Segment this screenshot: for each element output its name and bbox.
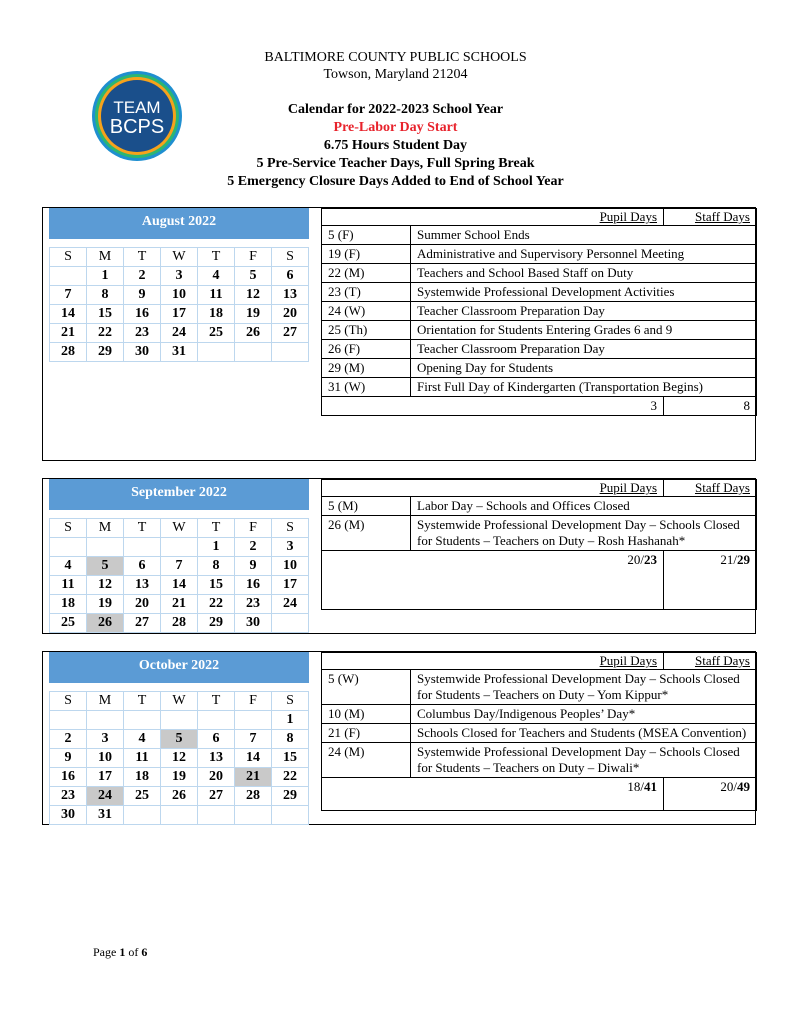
calendar-day: 24 bbox=[87, 787, 124, 806]
weekday-label: M bbox=[87, 519, 124, 538]
calendar-day: 17 bbox=[87, 768, 124, 787]
event-description: First Full Day of Kindergarten (Transportation Begins) bbox=[411, 378, 757, 397]
calendar-day bbox=[50, 538, 87, 557]
event-row bbox=[322, 245, 757, 264]
calendar-day bbox=[161, 806, 198, 825]
weekday-label: M bbox=[87, 692, 124, 711]
event-date: 19 (F) bbox=[322, 245, 411, 264]
staff-days-header: Staff Days bbox=[694, 209, 750, 224]
event-date: 23 (T) bbox=[322, 283, 411, 302]
calendar-day: 28 bbox=[50, 343, 87, 362]
calendar-day: 30 bbox=[124, 343, 161, 362]
header-line-4: 5 Pre-Service Teacher Days, Full Spring Break bbox=[256, 156, 535, 171]
calendar-day: 28 bbox=[235, 787, 272, 806]
calendar-day: 30 bbox=[235, 614, 272, 633]
calendar-day: 12 bbox=[161, 749, 198, 768]
calendar-day: 15 bbox=[272, 749, 309, 768]
event-row bbox=[322, 743, 757, 778]
calendar-day: 25 bbox=[124, 787, 161, 806]
calendar-day: 22 bbox=[87, 324, 124, 343]
weekday-label: S bbox=[50, 519, 87, 538]
calendar-day: 4 bbox=[198, 267, 235, 286]
calendar-day: 16 bbox=[50, 768, 87, 787]
weekday-label: F bbox=[235, 692, 272, 711]
event-description: Orientation for Students Entering Grades 6 and 9 bbox=[411, 321, 757, 340]
day-grid bbox=[49, 518, 309, 633]
calendar-day: 17 bbox=[161, 305, 198, 324]
weekday-label: S bbox=[272, 519, 309, 538]
calendar-day: 27 bbox=[124, 614, 161, 633]
calendar-day bbox=[235, 711, 272, 730]
pupil-days-header: Pupil Days bbox=[599, 480, 657, 495]
header-line-5: 5 Emergency Closure Days Added to End of School Year bbox=[227, 174, 564, 189]
calendar-day: 24 bbox=[161, 324, 198, 343]
month-section bbox=[42, 651, 756, 825]
footer-page-total: 6 bbox=[141, 945, 148, 959]
calendar-day: 1 bbox=[198, 538, 235, 557]
day-grid bbox=[49, 247, 309, 362]
calendar-day: 21 bbox=[235, 768, 272, 787]
calendar-day: 2 bbox=[235, 538, 272, 557]
calendar-day: 2 bbox=[50, 730, 87, 749]
calendar-day: 25 bbox=[50, 614, 87, 633]
calendar-day: 4 bbox=[124, 730, 161, 749]
org-name: BALTIMORE COUNTY PUBLIC SCHOOLS bbox=[264, 50, 527, 65]
events-table bbox=[321, 479, 757, 610]
event-description: Teacher Classroom Preparation Day bbox=[411, 302, 757, 321]
event-date: 25 (Th) bbox=[322, 321, 411, 340]
calendar-day: 20 bbox=[124, 595, 161, 614]
calendar-day bbox=[50, 711, 87, 730]
event-description: Teachers and School Based Staff on Duty bbox=[411, 264, 757, 283]
calendar-day bbox=[272, 614, 309, 633]
month-title: October 2022 bbox=[49, 652, 309, 683]
event-row bbox=[322, 283, 757, 302]
event-date: 5 (W) bbox=[322, 670, 411, 705]
calendar-day: 14 bbox=[235, 749, 272, 768]
calendar-day: 7 bbox=[235, 730, 272, 749]
event-date: 31 (W) bbox=[322, 378, 411, 397]
event-row bbox=[322, 359, 757, 378]
calendar-day bbox=[87, 538, 124, 557]
pupil-days-total: 20/23 bbox=[322, 551, 664, 610]
weekday-label: T bbox=[198, 692, 235, 711]
calendar-day: 29 bbox=[272, 787, 309, 806]
events-table bbox=[321, 208, 757, 416]
calendar-day bbox=[161, 711, 198, 730]
calendar-day: 18 bbox=[50, 595, 87, 614]
weekday-label: T bbox=[198, 519, 235, 538]
pupil-days-header: Pupil Days bbox=[599, 653, 657, 668]
calendar-day: 11 bbox=[124, 749, 161, 768]
event-date: 29 (M) bbox=[322, 359, 411, 378]
event-row bbox=[322, 670, 757, 705]
month-section bbox=[42, 207, 756, 461]
staff-days-total: 20/49 bbox=[664, 778, 757, 811]
calendar-day: 19 bbox=[235, 305, 272, 324]
calendar-day bbox=[87, 711, 124, 730]
calendar-day: 3 bbox=[272, 538, 309, 557]
event-date: 10 (M) bbox=[322, 705, 411, 724]
calendar-subtitle: Pre-Labor Day Start bbox=[333, 120, 458, 135]
logo-line1: TEAM bbox=[113, 98, 161, 117]
calendar-day: 14 bbox=[50, 305, 87, 324]
event-description: Summer School Ends bbox=[411, 226, 757, 245]
calendar-day: 20 bbox=[198, 768, 235, 787]
staff-days-total: 8 bbox=[664, 397, 757, 416]
event-row bbox=[322, 705, 757, 724]
day-grid bbox=[49, 691, 309, 825]
weekday-label: T bbox=[198, 248, 235, 267]
calendar-day: 21 bbox=[50, 324, 87, 343]
calendar-day: 11 bbox=[50, 576, 87, 595]
events-table bbox=[321, 652, 757, 811]
calendar-day: 31 bbox=[87, 806, 124, 825]
event-row bbox=[322, 340, 757, 359]
weekday-label: S bbox=[50, 248, 87, 267]
calendar-day: 8 bbox=[198, 557, 235, 576]
calendar-day: 26 bbox=[161, 787, 198, 806]
calendar-day: 27 bbox=[272, 324, 309, 343]
calendar-day: 6 bbox=[198, 730, 235, 749]
logo-line2: BCPS bbox=[109, 116, 165, 138]
calendar-day: 8 bbox=[272, 730, 309, 749]
staff-days-header: Staff Days bbox=[694, 653, 750, 668]
calendar-day: 23 bbox=[50, 787, 87, 806]
weekday-label: W bbox=[161, 692, 198, 711]
calendar-day: 24 bbox=[272, 595, 309, 614]
event-description: Columbus Day/Indigenous Peoples’ Day* bbox=[411, 705, 757, 724]
weekday-label: W bbox=[161, 248, 198, 267]
calendar-day: 12 bbox=[87, 576, 124, 595]
weekday-label: T bbox=[124, 248, 161, 267]
calendar-day: 21 bbox=[161, 595, 198, 614]
calendar-day: 13 bbox=[272, 286, 309, 305]
event-row bbox=[322, 321, 757, 340]
weekday-label: S bbox=[50, 692, 87, 711]
calendar-day: 2 bbox=[124, 267, 161, 286]
weekday-label: T bbox=[124, 692, 161, 711]
calendar-day: 15 bbox=[87, 305, 124, 324]
calendar-day: 12 bbox=[235, 286, 272, 305]
header-line-3: 6.75 Hours Student Day bbox=[323, 138, 468, 153]
calendar-day: 23 bbox=[124, 324, 161, 343]
event-row bbox=[322, 302, 757, 321]
calendar-title: Calendar for 2022-2023 School Year bbox=[287, 102, 504, 117]
calendar-day: 1 bbox=[272, 711, 309, 730]
calendar-day: 29 bbox=[198, 614, 235, 633]
event-row bbox=[322, 226, 757, 245]
event-description: Systemwide Professional Development Activities bbox=[411, 283, 757, 302]
event-date: 22 (M) bbox=[322, 264, 411, 283]
staff-days-total: 21/29 bbox=[664, 551, 757, 610]
calendar-day: 8 bbox=[87, 286, 124, 305]
calendar-day: 3 bbox=[87, 730, 124, 749]
calendar-day: 26 bbox=[87, 614, 124, 633]
calendar-day: 13 bbox=[198, 749, 235, 768]
calendar-day: 14 bbox=[161, 576, 198, 595]
calendar-day: 16 bbox=[124, 305, 161, 324]
event-date: 26 (M) bbox=[322, 516, 411, 551]
calendar-day bbox=[50, 267, 87, 286]
weekday-label: F bbox=[235, 519, 272, 538]
weekday-label: F bbox=[235, 248, 272, 267]
event-description: Labor Day – Schools and Offices Closed bbox=[411, 497, 757, 516]
event-description: Administrative and Supervisory Personnel Meeting bbox=[411, 245, 757, 264]
calendar-day bbox=[235, 343, 272, 362]
calendar-day: 10 bbox=[161, 286, 198, 305]
footer-of-word: of bbox=[128, 945, 139, 959]
calendar-day bbox=[272, 343, 309, 362]
calendar-day: 1 bbox=[87, 267, 124, 286]
calendar-day: 18 bbox=[124, 768, 161, 787]
calendar-day: 5 bbox=[161, 730, 198, 749]
event-row bbox=[322, 378, 757, 397]
event-description: Systemwide Professional Development Day – Schools Closed for Students – Teachers on Duty – Rosh Hashanah* bbox=[411, 516, 757, 551]
calendar-day: 23 bbox=[235, 595, 272, 614]
calendar-day: 27 bbox=[198, 787, 235, 806]
calendar-day bbox=[124, 711, 161, 730]
month-title: August 2022 bbox=[49, 208, 309, 239]
event-description: Systemwide Professional Development Day – Schools Closed for Students – Teachers on Duty – Yom Kippur* bbox=[411, 670, 757, 705]
event-row bbox=[322, 264, 757, 283]
footer-page-number: 1 bbox=[119, 945, 126, 959]
event-description: Teacher Classroom Preparation Day bbox=[411, 340, 757, 359]
calendar-day: 5 bbox=[235, 267, 272, 286]
weekday-label: M bbox=[87, 248, 124, 267]
weekday-label: T bbox=[124, 519, 161, 538]
event-date: 24 (M) bbox=[322, 743, 411, 778]
calendar-day: 9 bbox=[124, 286, 161, 305]
staff-days-header: Staff Days bbox=[694, 480, 750, 495]
calendar-day: 19 bbox=[87, 595, 124, 614]
calendar-day: 20 bbox=[272, 305, 309, 324]
event-row bbox=[322, 724, 757, 743]
calendar-day bbox=[198, 711, 235, 730]
month-title: September 2022 bbox=[49, 479, 309, 510]
calendar-day: 6 bbox=[272, 267, 309, 286]
calendar-day: 19 bbox=[161, 768, 198, 787]
calendar-day: 22 bbox=[272, 768, 309, 787]
calendar-day: 15 bbox=[198, 576, 235, 595]
event-row bbox=[322, 497, 757, 516]
page-footer bbox=[93, 945, 147, 960]
calendar-day bbox=[198, 806, 235, 825]
weekday-label: S bbox=[272, 248, 309, 267]
calendar-day: 13 bbox=[124, 576, 161, 595]
calendar-day bbox=[235, 806, 272, 825]
pupil-days-total: 18/41 bbox=[322, 778, 664, 811]
calendar-day: 10 bbox=[87, 749, 124, 768]
calendar-day: 7 bbox=[161, 557, 198, 576]
calendar-day: 28 bbox=[161, 614, 198, 633]
event-row bbox=[322, 516, 757, 551]
calendar-day: 7 bbox=[50, 286, 87, 305]
calendar-day bbox=[198, 343, 235, 362]
pupil-days-header: Pupil Days bbox=[599, 209, 657, 224]
calendar-day: 26 bbox=[235, 324, 272, 343]
footer-page-word: Page bbox=[93, 945, 117, 959]
calendar-day: 31 bbox=[161, 343, 198, 362]
calendar-day: 3 bbox=[161, 267, 198, 286]
calendar-day: 4 bbox=[50, 557, 87, 576]
org-location: Towson, Maryland 21204 bbox=[323, 67, 468, 82]
calendar-day bbox=[161, 538, 198, 557]
calendar-day bbox=[272, 806, 309, 825]
calendar-day: 9 bbox=[235, 557, 272, 576]
calendar-day: 22 bbox=[198, 595, 235, 614]
calendar-day: 18 bbox=[198, 305, 235, 324]
pupil-days-total: 3 bbox=[322, 397, 664, 416]
month-section bbox=[42, 478, 756, 634]
event-date: 24 (W) bbox=[322, 302, 411, 321]
event-date: 21 (F) bbox=[322, 724, 411, 743]
calendar-day: 29 bbox=[87, 343, 124, 362]
calendar-day: 9 bbox=[50, 749, 87, 768]
calendar-day: 17 bbox=[272, 576, 309, 595]
event-date: 26 (F) bbox=[322, 340, 411, 359]
event-description: Systemwide Professional Development Day – Schools Closed for Students – Teachers on Duty – Diwali* bbox=[411, 743, 757, 778]
weekday-label: W bbox=[161, 519, 198, 538]
calendar-day bbox=[124, 538, 161, 557]
calendar-day bbox=[124, 806, 161, 825]
calendar-day: 6 bbox=[124, 557, 161, 576]
event-description: Schools Closed for Teachers and Students (MSEA Convention) bbox=[411, 724, 757, 743]
calendar-day: 11 bbox=[198, 286, 235, 305]
event-date: 5 (M) bbox=[322, 497, 411, 516]
event-date: 5 (F) bbox=[322, 226, 411, 245]
event-description: Opening Day for Students bbox=[411, 359, 757, 378]
calendar-day: 10 bbox=[272, 557, 309, 576]
calendar-day: 5 bbox=[87, 557, 124, 576]
weekday-label: S bbox=[272, 692, 309, 711]
calendar-day: 16 bbox=[235, 576, 272, 595]
calendar-day: 30 bbox=[50, 806, 87, 825]
calendar-day: 25 bbox=[198, 324, 235, 343]
